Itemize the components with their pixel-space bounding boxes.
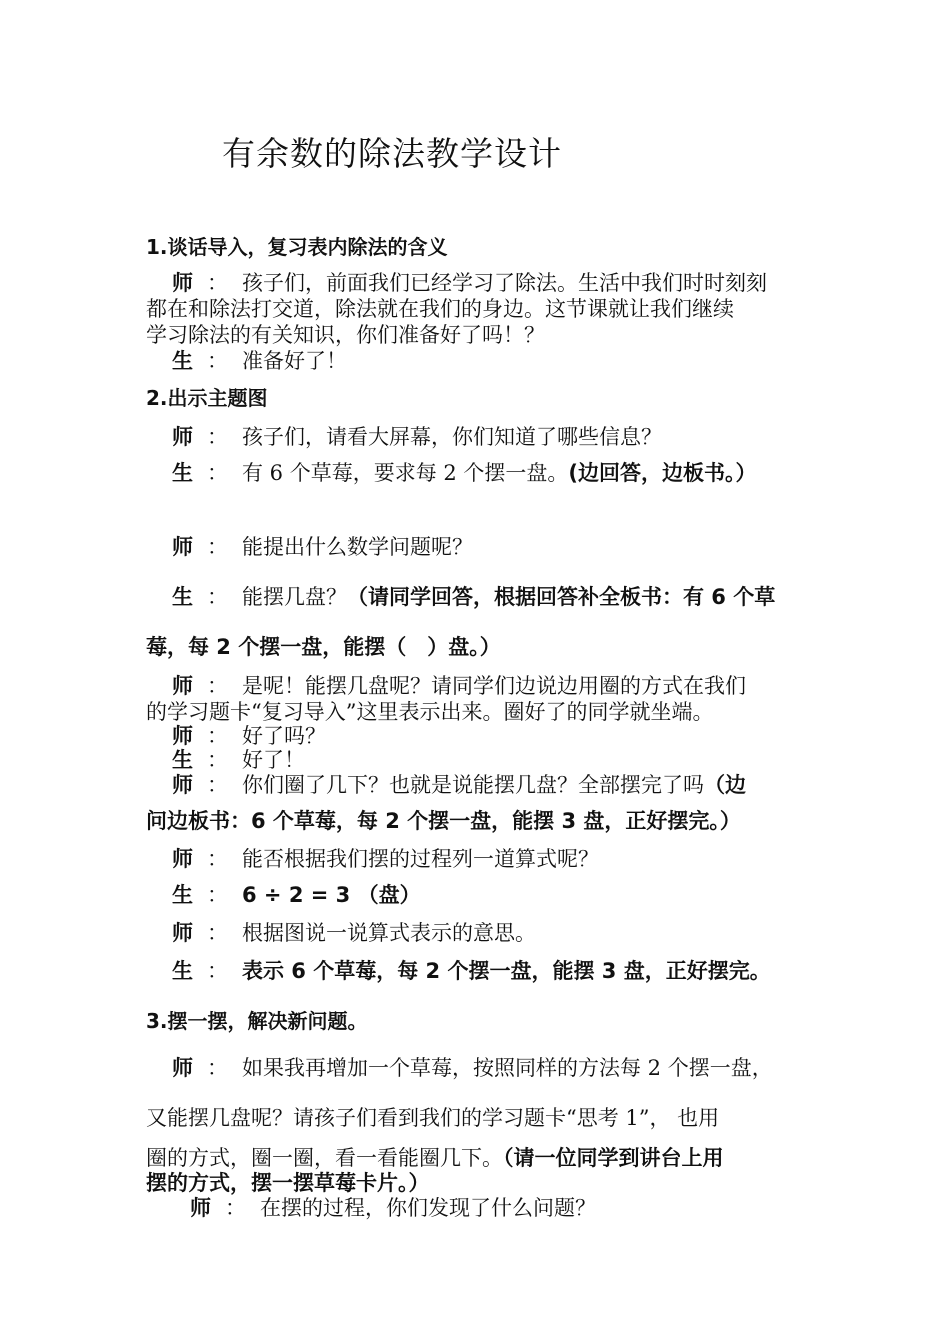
line-text: 准备好了！ [242,349,347,373]
line-text: 好了吗？ [242,724,326,748]
line-text: 是呢！能摆几盘呢？请同学们边说边用圈的方式在我们 [242,674,746,698]
line-text: 圈的方式，圈一圈，看一看能圈几下。 [146,1146,503,1170]
speaker-label: 师 [172,846,193,871]
colon: ： [207,724,228,748]
speaker-label: 生 [172,747,193,772]
line-text: 能提出什么数学问题呢？ [242,535,473,559]
line-text: 好了！ [242,748,305,772]
board-note: （请一位同学到讲台上用 [503,1146,724,1170]
dialogue-line [172,958,771,984]
dialogue-line [172,270,767,296]
speaker-label: 师 [172,920,193,945]
colon: ： [207,847,228,871]
line-text: 孩子们，请看大屏幕，你们知道了哪些信息？ [242,425,662,449]
text-line: 的学习题卡“复习导入”这里表示出来。圈好了的同学就坐端。 [146,700,714,724]
dialogue-line [172,846,599,872]
dialogue-line [172,534,473,560]
speaker-label: 生 [172,882,193,907]
dialogue-line [172,424,662,450]
colon: ： [207,1056,228,1080]
equation: 6 ÷ 2 = 3 （盘） [242,883,421,907]
dialogue-line [172,747,305,773]
dialogue-line [146,1145,724,1171]
dialogue-line [172,460,757,486]
text-line: 又能摆几盘呢？请孩子们看到我们的学习题卡“思考 1”， 也用 [146,1106,720,1130]
speaker-label: 师 [172,1055,193,1080]
dialogue-line [190,1195,596,1221]
colon: ： [207,959,228,983]
speaker-label: 师 [172,534,193,559]
colon: ： [207,921,228,945]
colon: ： [207,271,228,295]
colon: ： [207,585,228,609]
colon: ： [207,461,228,485]
colon: ： [207,748,228,772]
speaker-label: 生 [172,460,193,485]
speaker-label: 师 [172,673,193,698]
colon: ： [207,535,228,559]
answer-bold: 表示 6 个草莓，每 2 个摆一盘，能摆 3 盘，正好摆完。 [242,959,771,983]
line-text: 能否根据我们摆的过程列一道算式呢？ [242,847,599,871]
line-text: 如果我再增加一个草莓，按照同样的方法每 2 个摆一盘， [242,1056,773,1080]
line-text: 你们圈了几下？也就是说能摆几盘？全部摆完了吗 [242,773,704,797]
dialogue-line [172,584,775,610]
section-heading-1: 1.谈话导入，复习表内除法的含义 [146,235,448,259]
board-note: (边回答，边板书。） [568,461,757,485]
line-text: 有 6 个草莓，要求每 2 个摆一盘。 [242,461,569,485]
text-line: 学习除法的有关知识，你们准备好了吗！？ [146,323,545,347]
dialogue-line [172,723,326,749]
colon: ： [207,425,228,449]
speaker-label: 师 [190,1195,211,1220]
speaker-label: 师 [172,270,193,295]
speaker-label: 师 [172,723,193,748]
speaker-label: 生 [172,348,193,373]
colon: ： [207,773,228,797]
colon: ： [207,674,228,698]
board-note: （请同学回答，根据回答补全板书：有 6 个草 [347,585,776,609]
colon: ： [225,1196,246,1220]
line-text: 在摆的过程，你们发现了什么问题？ [260,1196,596,1220]
dialogue-line [172,1055,773,1081]
text-line: 都在和除法打交道，除法就在我们的身边。这节课就让我们继续 [146,297,734,321]
board-note: （边 [704,773,746,797]
board-note-line: 问边板书：6 个草莓，每 2 个摆一盘，能摆 3 盘，正好摆完。） [146,809,741,833]
colon: ： [207,883,228,907]
board-note-line: 莓，每 2 个摆一盘，能摆（ ）盘。） [146,635,501,659]
board-note-line: 摆的方式，摆一摆草莓卡片。） [146,1171,430,1195]
dialogue-line [172,882,421,908]
document-title: 有余数的除法教学设计 [222,134,562,173]
line-text: 根据图说一说算式表示的意思。 [242,921,536,945]
line-text: 能摆几盘？ [242,585,347,609]
speaker-label: 生 [172,584,193,609]
dialogue-line [172,348,347,374]
line-text: 孩子们，前面我们已经学习了除法。生活中我们时时刻刻 [242,271,767,295]
section-heading-2: 2.出示主题图 [146,386,268,410]
speaker-label: 生 [172,958,193,983]
colon: ： [207,349,228,373]
dialogue-line [172,772,746,798]
dialogue-line [172,673,746,699]
dialogue-line [172,920,536,946]
section-heading-3: 3.摆一摆，解决新问题。 [146,1009,368,1033]
speaker-label: 师 [172,772,193,797]
speaker-label: 师 [172,424,193,449]
